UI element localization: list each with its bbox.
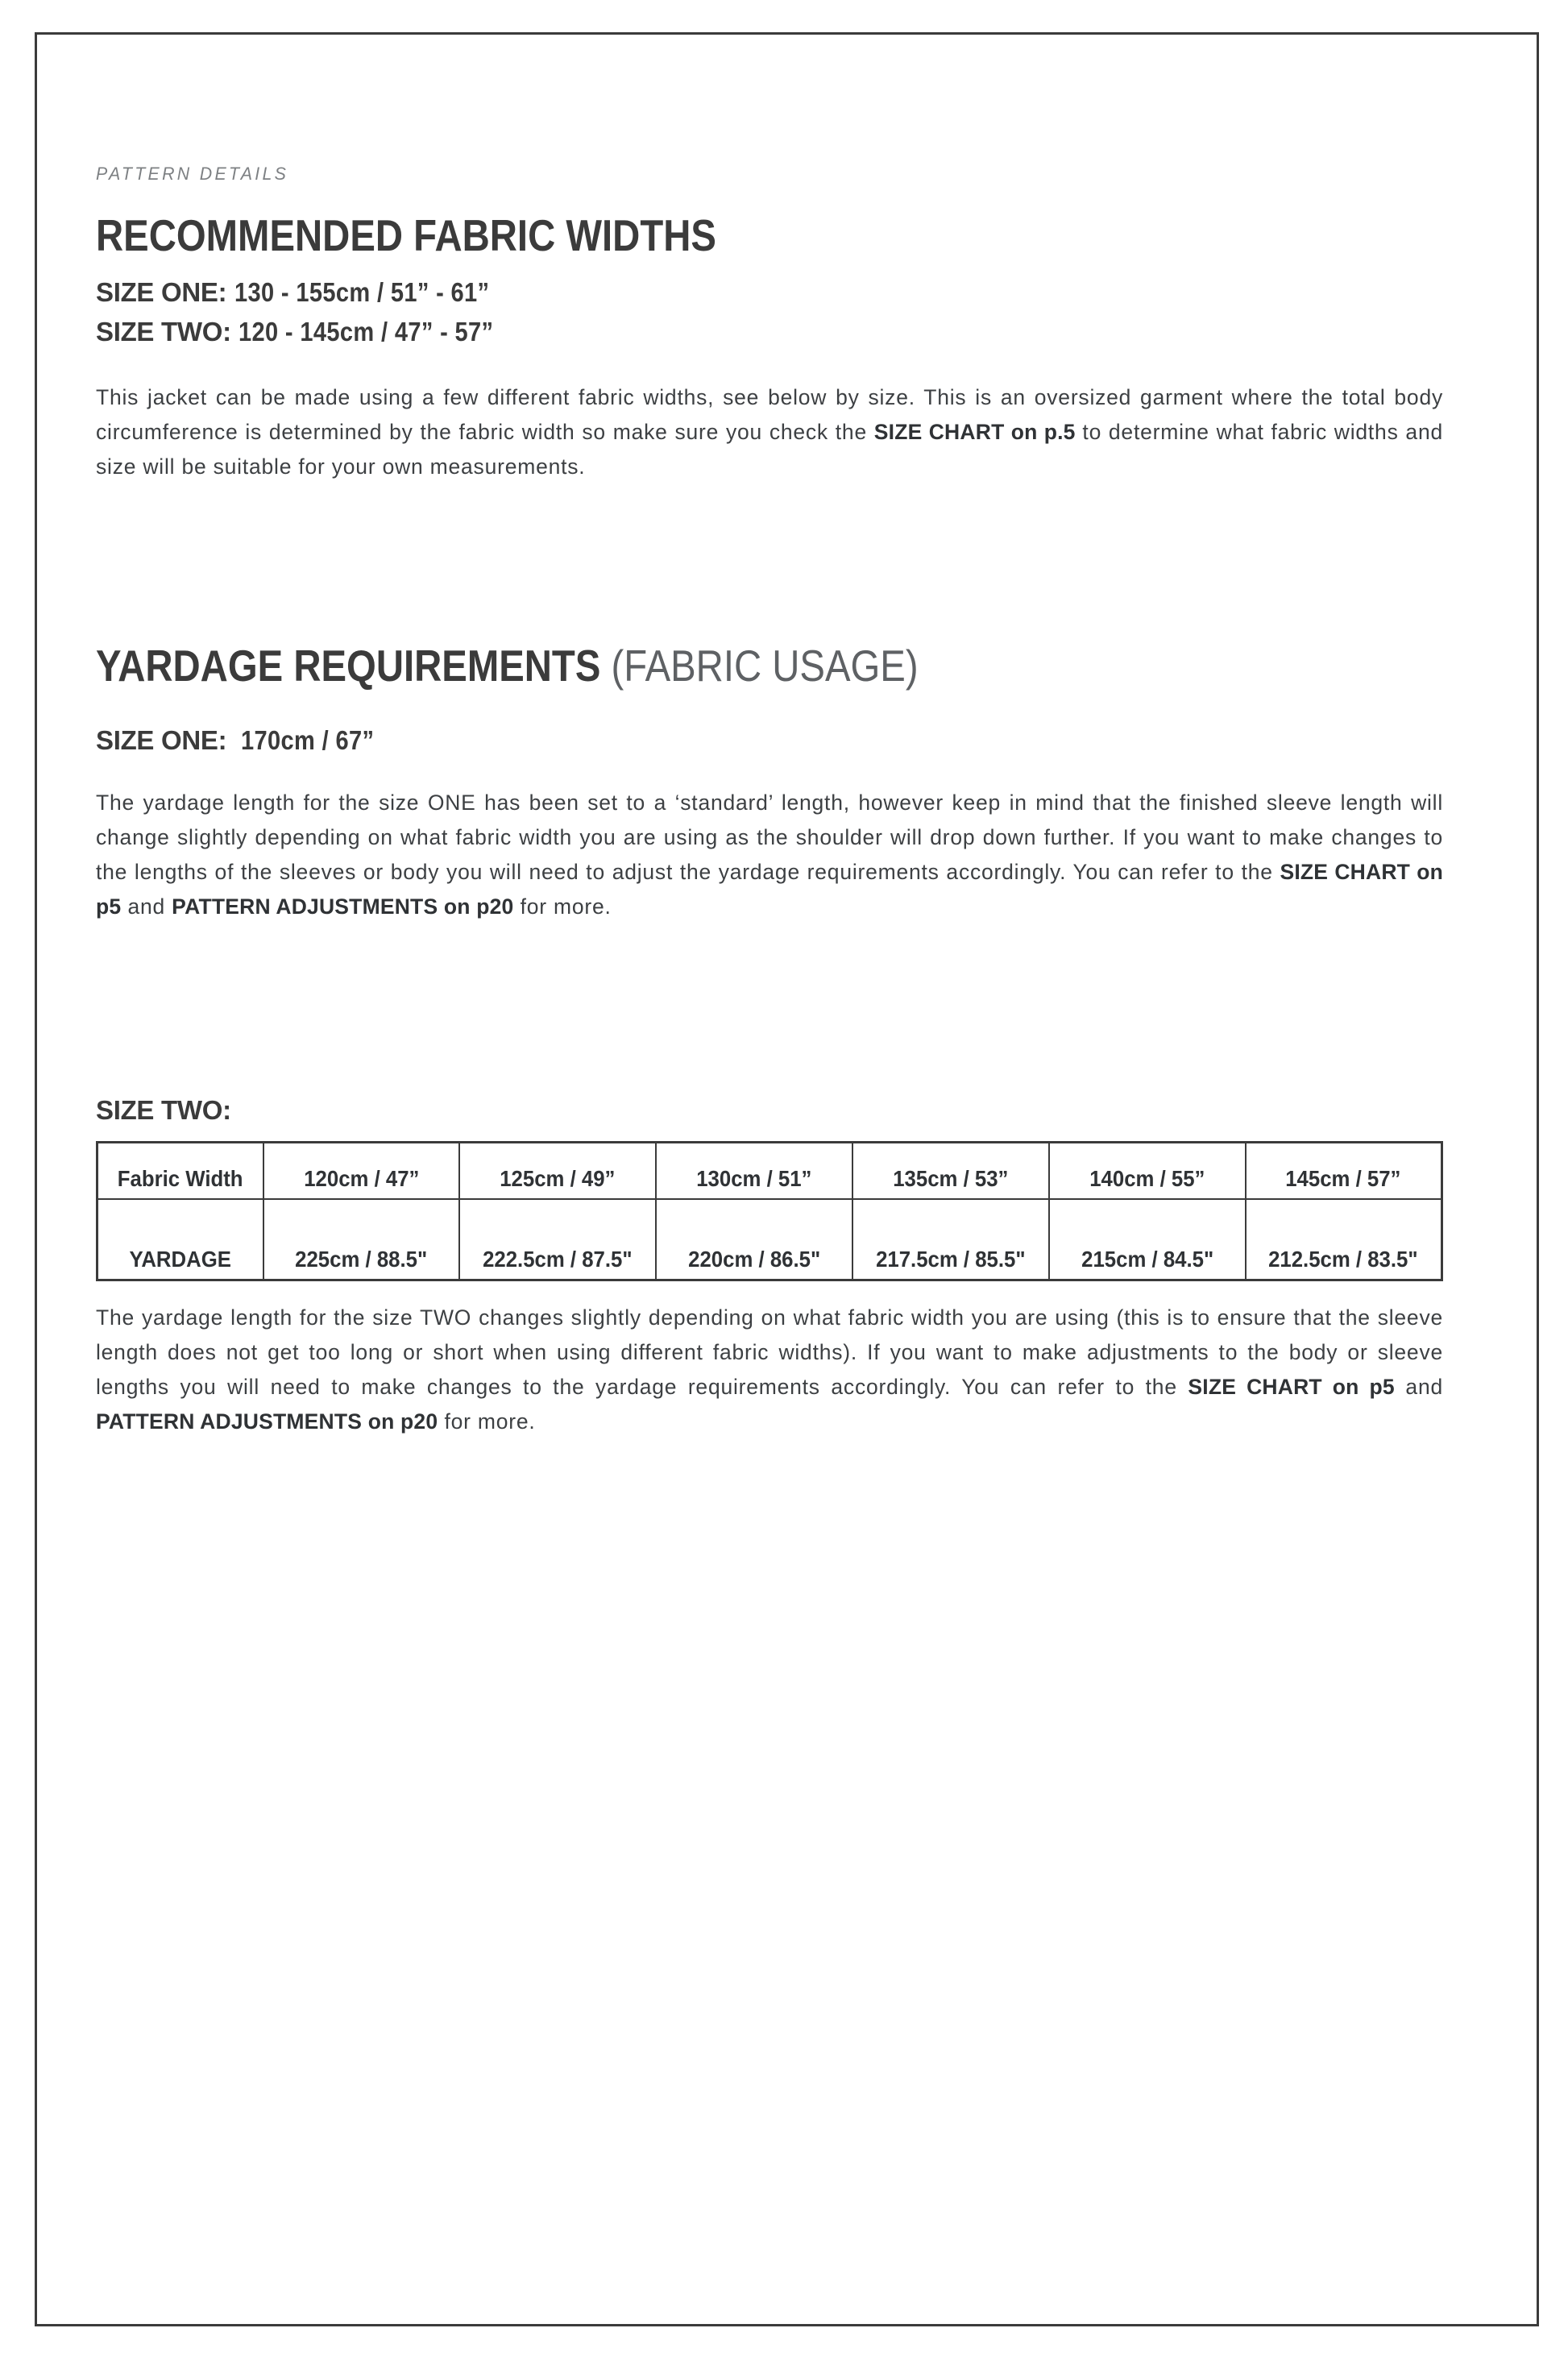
yardage-size-one-paragraph bbox=[96, 786, 1443, 924]
spacer bbox=[96, 923, 1443, 1097]
fabric-width-size-one-line bbox=[96, 279, 1443, 305]
yardage-size-two-paragraph-text-end: for more. bbox=[438, 1409, 536, 1434]
fabric-widths-paragraph-text-1: This jacket can be made using a few different fabric widths, see below by size. This is an oversized garment where the total body circumference is determined by the fabric width so make sure you check the bbox=[96, 385, 1443, 444]
link-size-chart-p5-a: SIZE CHART on p.5 bbox=[873, 419, 1076, 444]
yardage-size-one-value: 170cm / 67” bbox=[240, 724, 374, 755]
yardage-size-one-paragraph-text-end: for more. bbox=[513, 894, 612, 919]
yardage-size-one-label: SIZE ONE: bbox=[96, 724, 227, 755]
yardage-table bbox=[96, 1141, 1443, 1281]
yardage-size-two-paragraph-text-mid: and bbox=[1394, 1375, 1443, 1400]
fabric-widths-paragraph bbox=[96, 380, 1443, 484]
yardage-heading-light: (FABRIC USAGE) bbox=[611, 640, 919, 691]
table-cell-fabric-width-0: 120cm / 47” bbox=[263, 1143, 460, 1200]
page-content bbox=[96, 164, 1443, 1439]
yardage-size-two-paragraph-text-1: The yardage length for the size TWO changes slightly depending on what fabric width you are using (this is to ensure that the sleeve length does not get too long or short when using different fabric widths). If you want to make adjustments to the body or sleeve lengths you will need to make changes to the yardage requirements accordingly. You can refer to the bbox=[96, 1305, 1443, 1400]
table-cell-label-fabric-width: Fabric Width bbox=[117, 1166, 243, 1192]
link-size-chart-p5-c: SIZE CHART on p5 bbox=[1188, 1375, 1395, 1400]
fabric-width-size-one-value: 130 - 155cm / 51” - 61” bbox=[234, 277, 489, 307]
table-cell-fabric-width-3: 135cm / 53” bbox=[852, 1143, 1049, 1200]
table-cell-yardage-2: 220cm / 86.5" bbox=[656, 1199, 852, 1280]
yardage-size-one-paragraph-text-mid: and bbox=[121, 894, 172, 919]
spacer bbox=[96, 1281, 1443, 1301]
table-cell-yardage-0: 225cm / 88.5" bbox=[263, 1199, 460, 1280]
spacer bbox=[96, 753, 1443, 786]
spacer bbox=[96, 484, 1443, 644]
table-cell-yardage-3: 217.5cm / 85.5" bbox=[852, 1199, 1049, 1280]
link-pattern-adjustments-p20-a: PATTERN ADJUSTMENTS on p20 bbox=[172, 894, 514, 919]
eyebrow-pattern-details: PATTERN DETAILS bbox=[96, 164, 289, 184]
table-cell-yardage-1: 222.5cm / 87.5" bbox=[459, 1199, 656, 1280]
yardage-size-one-paragraph-text-1: The yardage length for the size ONE has been set to a ‘standard’ length, however keep in mind that the finished sleeve length will change slightly depending on what fabric width you are using as the shoulder will drop down further. If you want to make changes to the lengths of the sleeves or body you will need to adjust the yardage requirements accordingly. You can refer to the bbox=[96, 790, 1443, 884]
fabric-width-size-one-label: SIZE ONE: bbox=[96, 277, 227, 307]
table-cell-fabric-width-4: 140cm / 55” bbox=[1049, 1143, 1246, 1200]
link-pattern-adjustments-p20-b: PATTERN ADJUSTMENTS on p20 bbox=[96, 1409, 438, 1434]
fabric-widths-paragraph-text-2: to determine what fabric widths and size will be suitable for your own measurements. bbox=[96, 419, 1443, 479]
table-cell-fabric-width-1: 125cm / 49” bbox=[459, 1143, 656, 1200]
table-row-header-yardage bbox=[97, 1199, 263, 1280]
yardage-size-two-label: SIZE TWO: bbox=[96, 1095, 231, 1126]
link-size-chart-p5-b: SIZE CHART on p5 bbox=[96, 859, 1443, 919]
table-cell-yardage-5: 212.5cm / 83.5" bbox=[1246, 1199, 1442, 1280]
yardage-size-two-paragraph bbox=[96, 1301, 1443, 1439]
table-row-header-fabric-width bbox=[97, 1143, 263, 1200]
yardage-heading-bold: YARDAGE REQUIREMENTS bbox=[96, 640, 601, 691]
table-row-fabric-width bbox=[97, 1143, 1442, 1200]
page-title-yardage-requirements bbox=[96, 640, 1255, 691]
page-title-recommended-fabric-widths: RECOMMENDED FABRIC WIDTHS bbox=[96, 210, 716, 260]
yardage-size-two-heading bbox=[96, 1095, 1443, 1126]
yardage-size-one-line bbox=[96, 724, 1443, 755]
spacer bbox=[96, 345, 1443, 380]
table-row-yardage bbox=[97, 1199, 1442, 1280]
fabric-width-size-two-label: SIZE TWO: bbox=[96, 317, 231, 347]
spacer bbox=[96, 688, 1443, 727]
spacer bbox=[96, 258, 1443, 279]
table-cell-fabric-width-5: 145cm / 57” bbox=[1246, 1143, 1442, 1200]
table-cell-label-yardage: YARDAGE bbox=[129, 1247, 231, 1272]
table-cell-yardage-4: 215cm / 84.5" bbox=[1049, 1199, 1246, 1280]
table-cell-fabric-width-2: 130cm / 51” bbox=[656, 1143, 852, 1200]
fabric-width-size-two-value: 120 - 145cm / 47” - 57” bbox=[238, 317, 494, 347]
page-frame bbox=[35, 32, 1539, 2326]
fabric-width-size-two-line bbox=[96, 318, 1443, 345]
spacer bbox=[96, 1123, 1443, 1141]
